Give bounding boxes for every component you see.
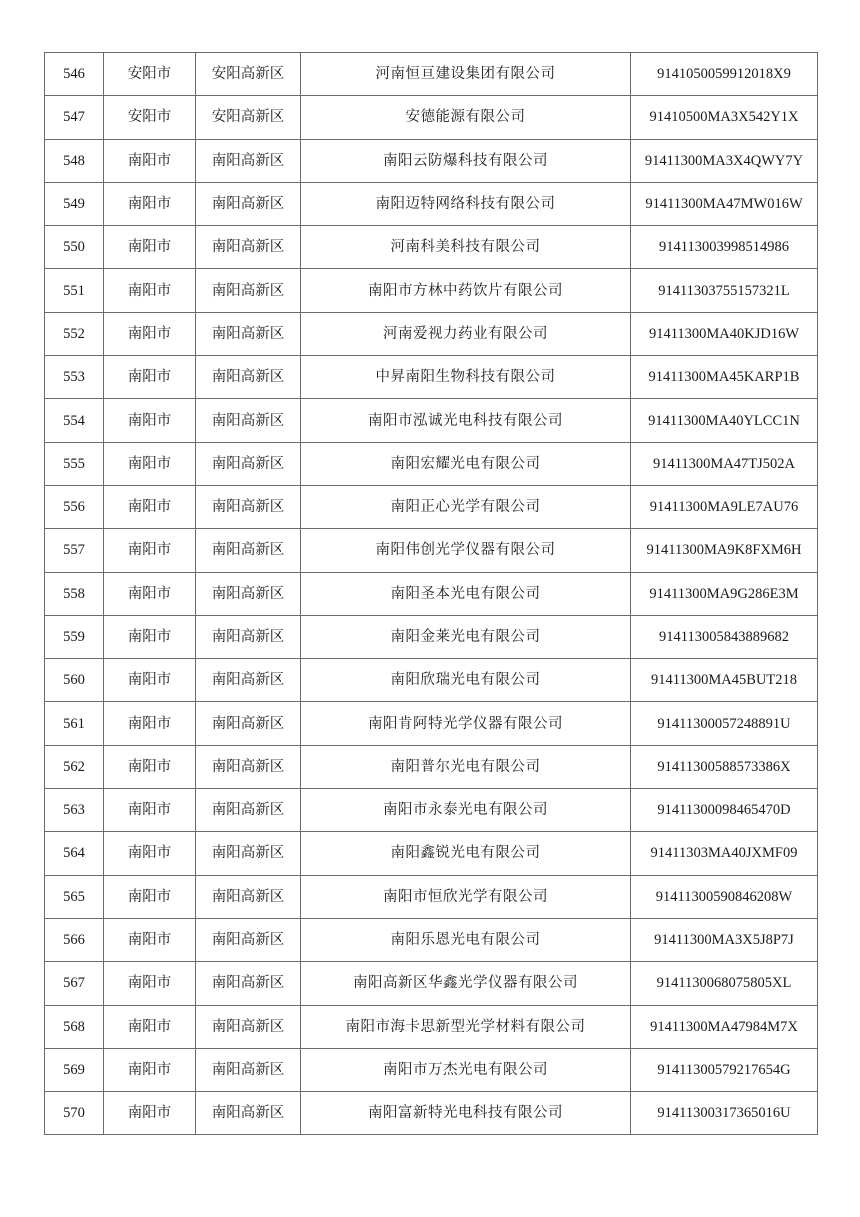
city-cell: 南阳市 — [104, 1048, 196, 1091]
credit-code-cell: 9141130068075805XL — [631, 962, 818, 1005]
credit-code-cell: 91411300590846208W — [631, 875, 818, 918]
company-name-cell: 南阳市方林中药饮片有限公司 — [301, 269, 631, 312]
zone-cell: 南阳高新区 — [196, 182, 301, 225]
city-cell: 南阳市 — [104, 226, 196, 269]
zone-cell: 南阳高新区 — [196, 1005, 301, 1048]
zone-cell: 南阳高新区 — [196, 529, 301, 572]
table-row — [45, 269, 818, 312]
company-name-cell: 南阳肯阿特光学仪器有限公司 — [301, 702, 631, 745]
company-name-cell: 南阳市泓诚光电科技有限公司 — [301, 399, 631, 442]
row-number: 555 — [45, 442, 104, 485]
table-row — [45, 182, 818, 225]
zone-cell: 安阳高新区 — [196, 96, 301, 139]
row-number: 557 — [45, 529, 104, 572]
zone-cell: 南阳高新区 — [196, 572, 301, 615]
row-number: 563 — [45, 789, 104, 832]
credit-code-cell: 91411300MA9LE7AU76 — [631, 485, 818, 528]
credit-code-cell: 91411300MA47MW016W — [631, 182, 818, 225]
row-number: 560 — [45, 659, 104, 702]
company-name-cell: 南阳圣本光电有限公司 — [301, 572, 631, 615]
table-row — [45, 226, 818, 269]
zone-cell: 南阳高新区 — [196, 789, 301, 832]
credit-code-cell: 91410500MA3X542Y1X — [631, 96, 818, 139]
company-name-cell: 南阳普尔光电有限公司 — [301, 745, 631, 788]
zone-cell: 南阳高新区 — [196, 226, 301, 269]
city-cell: 南阳市 — [104, 789, 196, 832]
zone-cell: 南阳高新区 — [196, 485, 301, 528]
zone-cell: 南阳高新区 — [196, 269, 301, 312]
credit-code-cell: 91411300MA47984M7X — [631, 1005, 818, 1048]
city-cell: 南阳市 — [104, 572, 196, 615]
company-roster-table — [44, 52, 818, 1135]
city-cell: 南阳市 — [104, 659, 196, 702]
zone-cell: 南阳高新区 — [196, 1048, 301, 1091]
row-number: 558 — [45, 572, 104, 615]
credit-code-cell: 91411300MA9G286E3M — [631, 572, 818, 615]
credit-code-cell: 91411300588573386X — [631, 745, 818, 788]
credit-code-cell: 91411300098465470D — [631, 789, 818, 832]
row-number: 546 — [45, 53, 104, 96]
table-row — [45, 399, 818, 442]
company-name-cell: 南阳宏耀光电有限公司 — [301, 442, 631, 485]
city-cell: 南阳市 — [104, 615, 196, 658]
city-cell: 南阳市 — [104, 399, 196, 442]
credit-code-cell: 91411300MA3X5J8P7J — [631, 918, 818, 961]
city-cell: 南阳市 — [104, 1092, 196, 1135]
zone-cell: 南阳高新区 — [196, 745, 301, 788]
credit-code-cell: 914113005843889682 — [631, 615, 818, 658]
company-name-cell: 南阳云防爆科技有限公司 — [301, 139, 631, 182]
row-number: 568 — [45, 1005, 104, 1048]
row-number: 567 — [45, 962, 104, 1005]
zone-cell: 南阳高新区 — [196, 659, 301, 702]
company-name-cell: 河南爱视力药业有限公司 — [301, 312, 631, 355]
company-name-cell: 南阳欣瑞光电有限公司 — [301, 659, 631, 702]
row-number: 549 — [45, 182, 104, 225]
table-row — [45, 1092, 818, 1135]
company-name-cell: 南阳乐恩光电有限公司 — [301, 918, 631, 961]
zone-cell: 南阳高新区 — [196, 702, 301, 745]
company-name-cell: 南阳伟创光学仪器有限公司 — [301, 529, 631, 572]
table-row — [45, 918, 818, 961]
city-cell: 安阳市 — [104, 96, 196, 139]
table-row — [45, 789, 818, 832]
row-number: 562 — [45, 745, 104, 788]
company-name-cell: 南阳富新特光电科技有限公司 — [301, 1092, 631, 1135]
credit-code-cell: 91411300MA40KJD16W — [631, 312, 818, 355]
company-name-cell: 河南恒亘建设集团有限公司 — [301, 53, 631, 96]
city-cell: 南阳市 — [104, 356, 196, 399]
city-cell: 南阳市 — [104, 745, 196, 788]
city-cell: 南阳市 — [104, 529, 196, 572]
table-row — [45, 615, 818, 658]
zone-cell: 南阳高新区 — [196, 399, 301, 442]
credit-code-cell: 91411300057248891U — [631, 702, 818, 745]
table-row — [45, 485, 818, 528]
city-cell: 安阳市 — [104, 53, 196, 96]
credit-code-cell: 91411303755157321L — [631, 269, 818, 312]
city-cell: 南阳市 — [104, 702, 196, 745]
company-name-cell: 南阳市海卡思新型光学材料有限公司 — [301, 1005, 631, 1048]
row-number: 559 — [45, 615, 104, 658]
zone-cell: 南阳高新区 — [196, 312, 301, 355]
city-cell: 南阳市 — [104, 918, 196, 961]
city-cell: 南阳市 — [104, 269, 196, 312]
table-row — [45, 53, 818, 96]
table-row — [45, 312, 818, 355]
credit-code-cell: 91411300MA45BUT218 — [631, 659, 818, 702]
credit-code-cell: 91411300579217654G — [631, 1048, 818, 1091]
row-number: 553 — [45, 356, 104, 399]
row-number: 569 — [45, 1048, 104, 1091]
row-number: 551 — [45, 269, 104, 312]
city-cell: 南阳市 — [104, 182, 196, 225]
row-number: 550 — [45, 226, 104, 269]
zone-cell: 南阳高新区 — [196, 442, 301, 485]
row-number: 547 — [45, 96, 104, 139]
table-row — [45, 832, 818, 875]
company-name-cell: 安德能源有限公司 — [301, 96, 631, 139]
credit-code-cell: 91411300MA40YLCC1N — [631, 399, 818, 442]
zone-cell: 南阳高新区 — [196, 918, 301, 961]
city-cell: 南阳市 — [104, 442, 196, 485]
row-number: 554 — [45, 399, 104, 442]
credit-code-cell: 914113003998514986 — [631, 226, 818, 269]
row-number: 556 — [45, 485, 104, 528]
table-row — [45, 139, 818, 182]
table-row — [45, 659, 818, 702]
credit-code-cell: 91411300MA9K8FXM6H — [631, 529, 818, 572]
company-name-cell: 河南科美科技有限公司 — [301, 226, 631, 269]
row-number: 566 — [45, 918, 104, 961]
table-row — [45, 1005, 818, 1048]
credit-code-cell: 91411300MA47TJ502A — [631, 442, 818, 485]
table-row — [45, 702, 818, 745]
credit-code-cell: 91411300MA45KARP1B — [631, 356, 818, 399]
city-cell: 南阳市 — [104, 485, 196, 528]
company-name-cell: 南阳市永泰光电有限公司 — [301, 789, 631, 832]
table-row — [45, 1048, 818, 1091]
zone-cell: 安阳高新区 — [196, 53, 301, 96]
row-number: 552 — [45, 312, 104, 355]
company-name-cell: 南阳鑫锐光电有限公司 — [301, 832, 631, 875]
zone-cell: 南阳高新区 — [196, 962, 301, 1005]
row-number: 565 — [45, 875, 104, 918]
table-row — [45, 529, 818, 572]
company-name-cell: 南阳市恒欣光学有限公司 — [301, 875, 631, 918]
zone-cell: 南阳高新区 — [196, 832, 301, 875]
city-cell: 南阳市 — [104, 139, 196, 182]
table-row — [45, 572, 818, 615]
company-name-cell: 南阳市万杰光电有限公司 — [301, 1048, 631, 1091]
table-row — [45, 442, 818, 485]
zone-cell: 南阳高新区 — [196, 615, 301, 658]
row-number: 564 — [45, 832, 104, 875]
credit-code-cell: 91411300MA3X4QWY7Y — [631, 139, 818, 182]
table-row — [45, 962, 818, 1005]
city-cell: 南阳市 — [104, 875, 196, 918]
credit-code-cell: 9141050059912018X9 — [631, 53, 818, 96]
city-cell: 南阳市 — [104, 312, 196, 355]
company-name-cell: 南阳正心光学有限公司 — [301, 485, 631, 528]
row-number: 570 — [45, 1092, 104, 1135]
company-name-cell: 中昇南阳生物科技有限公司 — [301, 356, 631, 399]
zone-cell: 南阳高新区 — [196, 1092, 301, 1135]
zone-cell: 南阳高新区 — [196, 139, 301, 182]
row-number: 561 — [45, 702, 104, 745]
city-cell: 南阳市 — [104, 962, 196, 1005]
table-row — [45, 745, 818, 788]
company-name-cell: 南阳金莱光电有限公司 — [301, 615, 631, 658]
table-row — [45, 875, 818, 918]
table-body — [45, 53, 818, 1135]
zone-cell: 南阳高新区 — [196, 356, 301, 399]
credit-code-cell: 91411303MA40JXMF09 — [631, 832, 818, 875]
company-name-cell: 南阳迈特网络科技有限公司 — [301, 182, 631, 225]
company-name-cell: 南阳高新区华鑫光学仪器有限公司 — [301, 962, 631, 1005]
table-row — [45, 356, 818, 399]
zone-cell: 南阳高新区 — [196, 875, 301, 918]
credit-code-cell: 91411300317365016U — [631, 1092, 818, 1135]
table-row — [45, 96, 818, 139]
row-number: 548 — [45, 139, 104, 182]
city-cell: 南阳市 — [104, 1005, 196, 1048]
city-cell: 南阳市 — [104, 832, 196, 875]
